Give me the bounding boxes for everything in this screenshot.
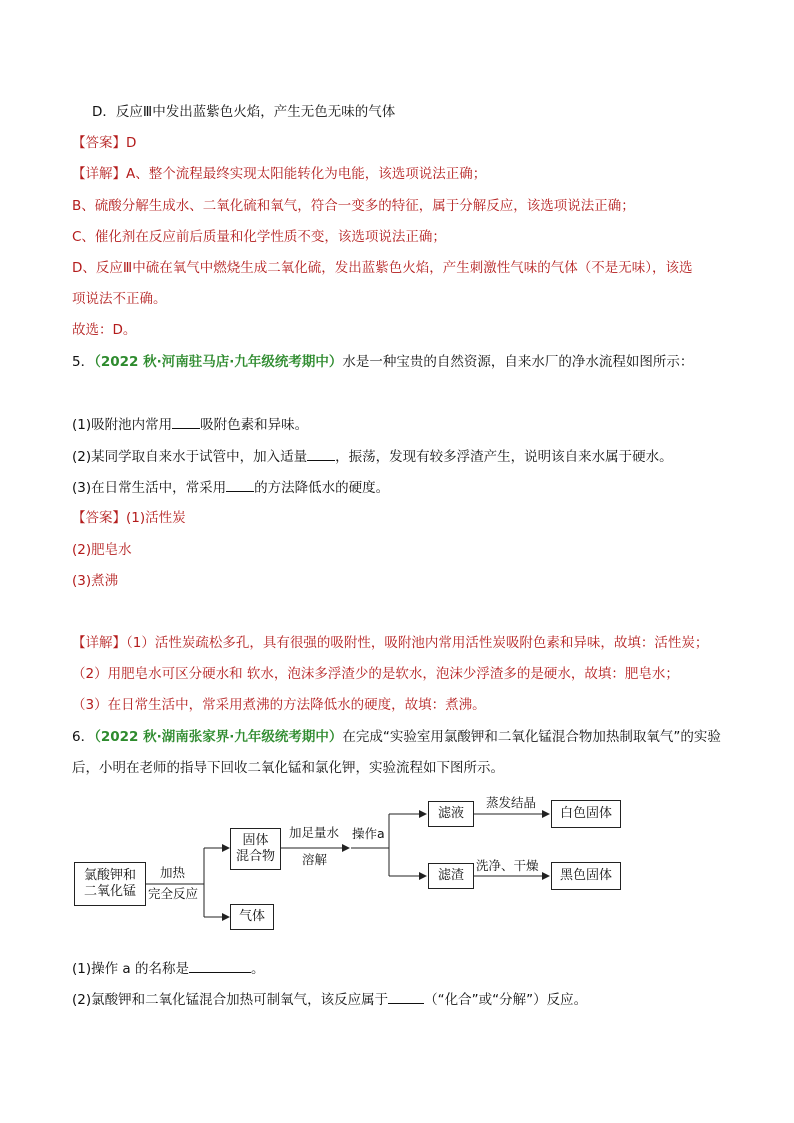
q5-sub2-b: ，振荡，发现有较多浮渣产生，说明该自来水属于硬水。 — [335, 449, 673, 465]
blank[interactable] — [189, 958, 251, 973]
flow-white-box — [551, 800, 621, 828]
q5-sub1-b: 吸附色素和异味。 — [200, 417, 309, 433]
solid-label-2: 混合物 — [235, 849, 275, 864]
detail-d2: 项说法不正确。 — [72, 291, 167, 307]
solid-label-1: 固体 — [242, 833, 269, 848]
flow-gas-box — [230, 904, 274, 930]
black-label: 黑色固体 — [559, 868, 612, 883]
q6-stem-text: 在完成“实验室用氯酸钾和二氧化锰混合物加热制取氧气”的实验 — [342, 729, 721, 745]
answer-tag: 【答案】 — [72, 135, 126, 151]
residue-label: 滤渣 — [437, 868, 464, 883]
q5-detail-2: （2）用肥皂水可区分硬水和 软水，泡沫多浮渣少的是软水，泡沫少浮渣多的是硬水，故填：肥皂水； — [72, 666, 679, 682]
detail-b: B、硫酸分解生成水、二氧化硫和氧气，符合一变多的特征，属于分解反应，该选项说法正确； — [72, 198, 635, 214]
q5-sub1-a: (1)吸附池内常用 — [72, 417, 173, 433]
blank[interactable] — [388, 989, 424, 1004]
q5-sub3-a: (3)在日常生活中，常采用 — [72, 480, 227, 496]
q6-sub1-b: 。 — [250, 961, 265, 977]
q6-sub1 — [72, 958, 264, 979]
option-d: D．反应Ⅲ中发出蓝紫色火焰，产生无色无味的气体 — [92, 104, 396, 120]
label-evap: 蒸发结晶 — [486, 795, 537, 810]
label-add-water: 加足量水 — [289, 825, 340, 840]
q5-answer-3: (3)煮沸 — [72, 573, 119, 589]
start-label-2: 二氧化锰 — [83, 884, 136, 899]
q6-sub2 — [72, 989, 587, 1010]
q5-answer-2: (2)肥皂水 — [72, 542, 132, 558]
q5-answer-a1: (1)活性炭 — [126, 510, 186, 526]
detail-d1: D、反应Ⅲ中硫在氧气中燃烧生成二氧化硫，发出蓝紫色火焰，产生刺激性气味的气体（不是无味），该选 — [72, 260, 693, 276]
q5-answer-tag: 【答案】 — [72, 510, 126, 526]
q5-stem-text: 水是一种宝贵的自然资源，自来水厂的净水流程如图所示： — [342, 354, 694, 370]
flow-start-box — [74, 862, 146, 906]
q6-sub2-b: （“化合”或“分解”）反应。 — [424, 992, 588, 1008]
q5-detail-3: （3）在日常生活中，常采用煮沸的方法降低水的硬度，故填：煮沸。 — [72, 697, 486, 713]
label-full-react: 完全反应 — [148, 886, 199, 901]
q5-sub2-a: (2)某同学取自来水于试管中，加入适量 — [72, 449, 308, 465]
answer-value: D — [126, 135, 137, 151]
label-dissolve: 溶解 — [302, 852, 328, 867]
q5-sub3-b: 的方法降低水的硬度。 — [254, 480, 390, 496]
q5-detail-1-text: （1）活性炭疏松多孔，具有很强的吸附性，吸附池内常用活性炭吸附色素和异味，故填：活性炭； — [126, 635, 709, 651]
label-wash: 洗净、干燥 — [476, 858, 539, 873]
label-heat: 加热 — [160, 865, 186, 880]
q6-number: 6． — [72, 729, 95, 745]
q5-detail-tag: 【详解】 — [72, 635, 126, 651]
flow-solid-box — [230, 828, 281, 870]
q5-source: （2022 秋·河南驻马店·九年级统考期中） — [94, 354, 343, 370]
choice-line: 故选：D。 — [72, 322, 137, 338]
gas-label: 气体 — [238, 909, 265, 924]
white-label: 白色固体 — [559, 806, 612, 821]
q6-sub2-a: (2)氯酸钾和二氧化锰混合加热可制氧气，该反应属于 — [72, 992, 389, 1008]
detail-c: C、催化剂在反应前后质量和化学性质不变，该选项说法正确； — [72, 229, 446, 245]
detail-tag: 【详解】 — [72, 166, 126, 182]
label-op-a: 操作a — [352, 826, 385, 841]
q6-source: （2022 秋·湖南张家界·九年级统考期中） — [94, 729, 343, 745]
flow-black-box — [551, 862, 621, 890]
flow-filtrate-box — [428, 801, 474, 827]
q5-number: 5． — [72, 354, 95, 370]
start-label-1: 氯酸钾和 — [83, 868, 136, 883]
detail-a-text: A、整个流程最终实现太阳能转化为电能，该选项说法正确； — [126, 166, 487, 182]
flow-residue-box — [428, 863, 474, 889]
filtrate-label: 滤液 — [437, 806, 464, 821]
q6-stem-2: 后，小明在老师的指导下回收二氧化锰和氯化钾，实验流程如下图所示。 — [72, 760, 504, 776]
q6-sub1-a: (1)操作 a 的名称是 — [72, 961, 189, 977]
